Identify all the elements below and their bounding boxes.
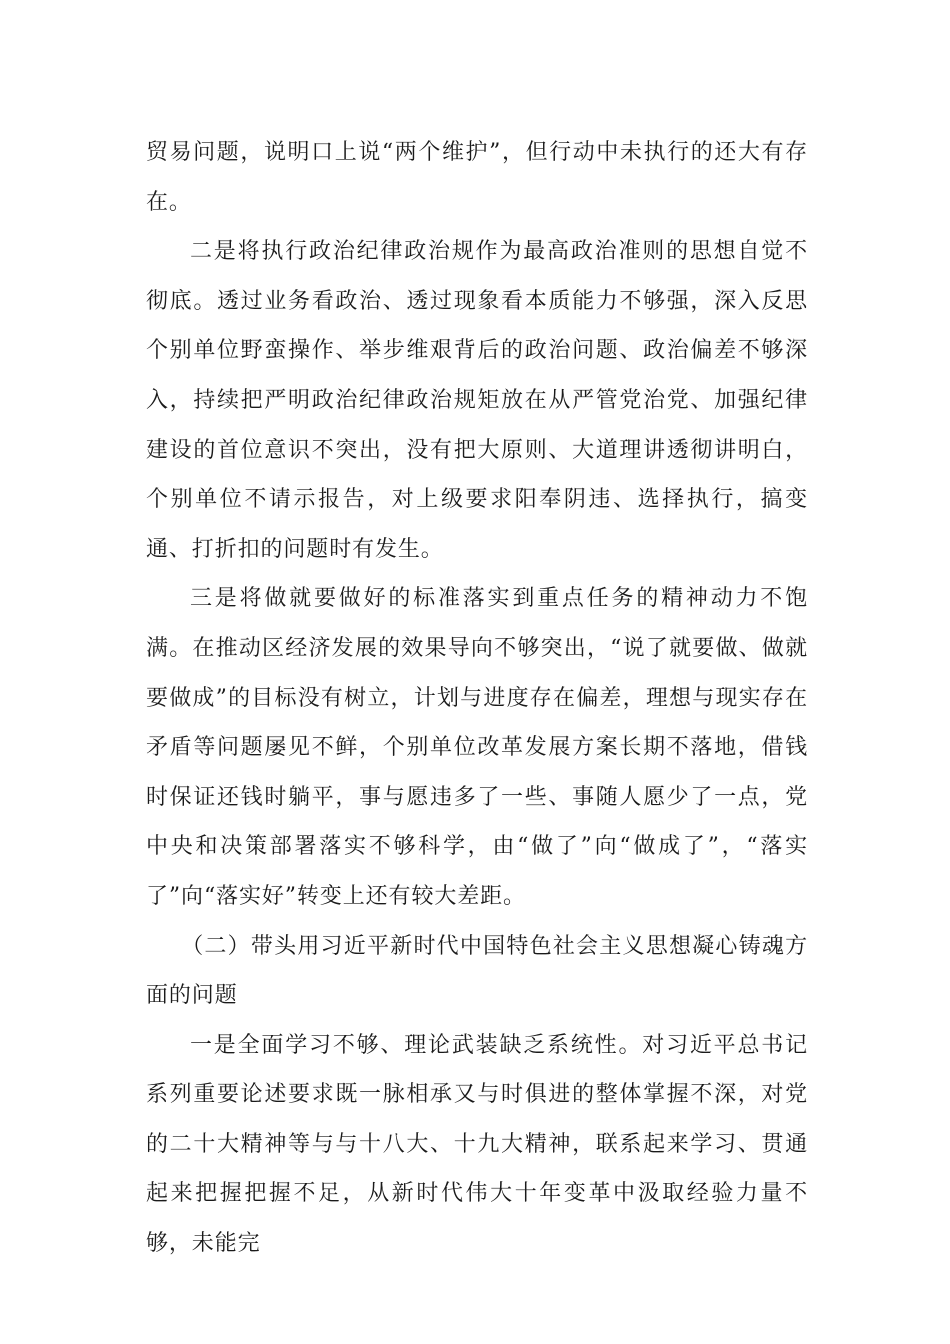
- paragraph-continuation: 贸易问题，说明口上说“两个维护”，但行动中未执行的还大有存在。: [146, 140, 808, 215]
- paragraph-point-three: 三是将做就要做好的标准落实到重点任务的精神动力不饱满。在推动区经济发展的效果导向不够突出，“说了就要做、做就要做成”的目标没有树立，计划与进度存在偏差，理想与现实存在矛盾等问题屡见不鲜，个别单位改革发展方案长期不落地，借钱时保证还钱时躺平，事与愿违多了一些、事随人愿少了一点，党中央和决策部署落实不够科学，由“做了”向“做成了”，“落实了”向“落实好”转变上还有较大差距。: [146, 586, 808, 909]
- document-body: [146, 128, 808, 1269]
- section-heading: （二）带头用习近平新时代中国特色社会主义思想凝心铸魂方面的问题: [146, 933, 808, 1009]
- paragraph-point-one: 一是全面学习不够、理论武装缺乏系统性。对习近平总书记系列重要论述要求既一脉相承又与时俱进的整体掌握不深，对党的二十大精神等与与十八大、十九大精神，联系起来学习、贯通起来把握把握不足，从新时代伟大十年变革中汲取经验力量不够，未能完: [146, 1032, 808, 1257]
- paragraph-point-two: 二是将执行政治纪律政治规作为最高政治准则的思想自觉不彻底。透过业务看政治、透过现象看本质能力不够强，深入反思个别单位野蛮操作、举步维艰背后的政治问题、政治偏差不够深入，持续把严明政治纪律政治规矩放在从严管党治党、加强纪律建设的首位意识不突出，没有把大原则、大道理讲透彻讲明白，个别单位不请示报告，对上级要求阳奉阴违、选择执行，搞变通、打折扣的问题时有发生。: [146, 239, 808, 562]
